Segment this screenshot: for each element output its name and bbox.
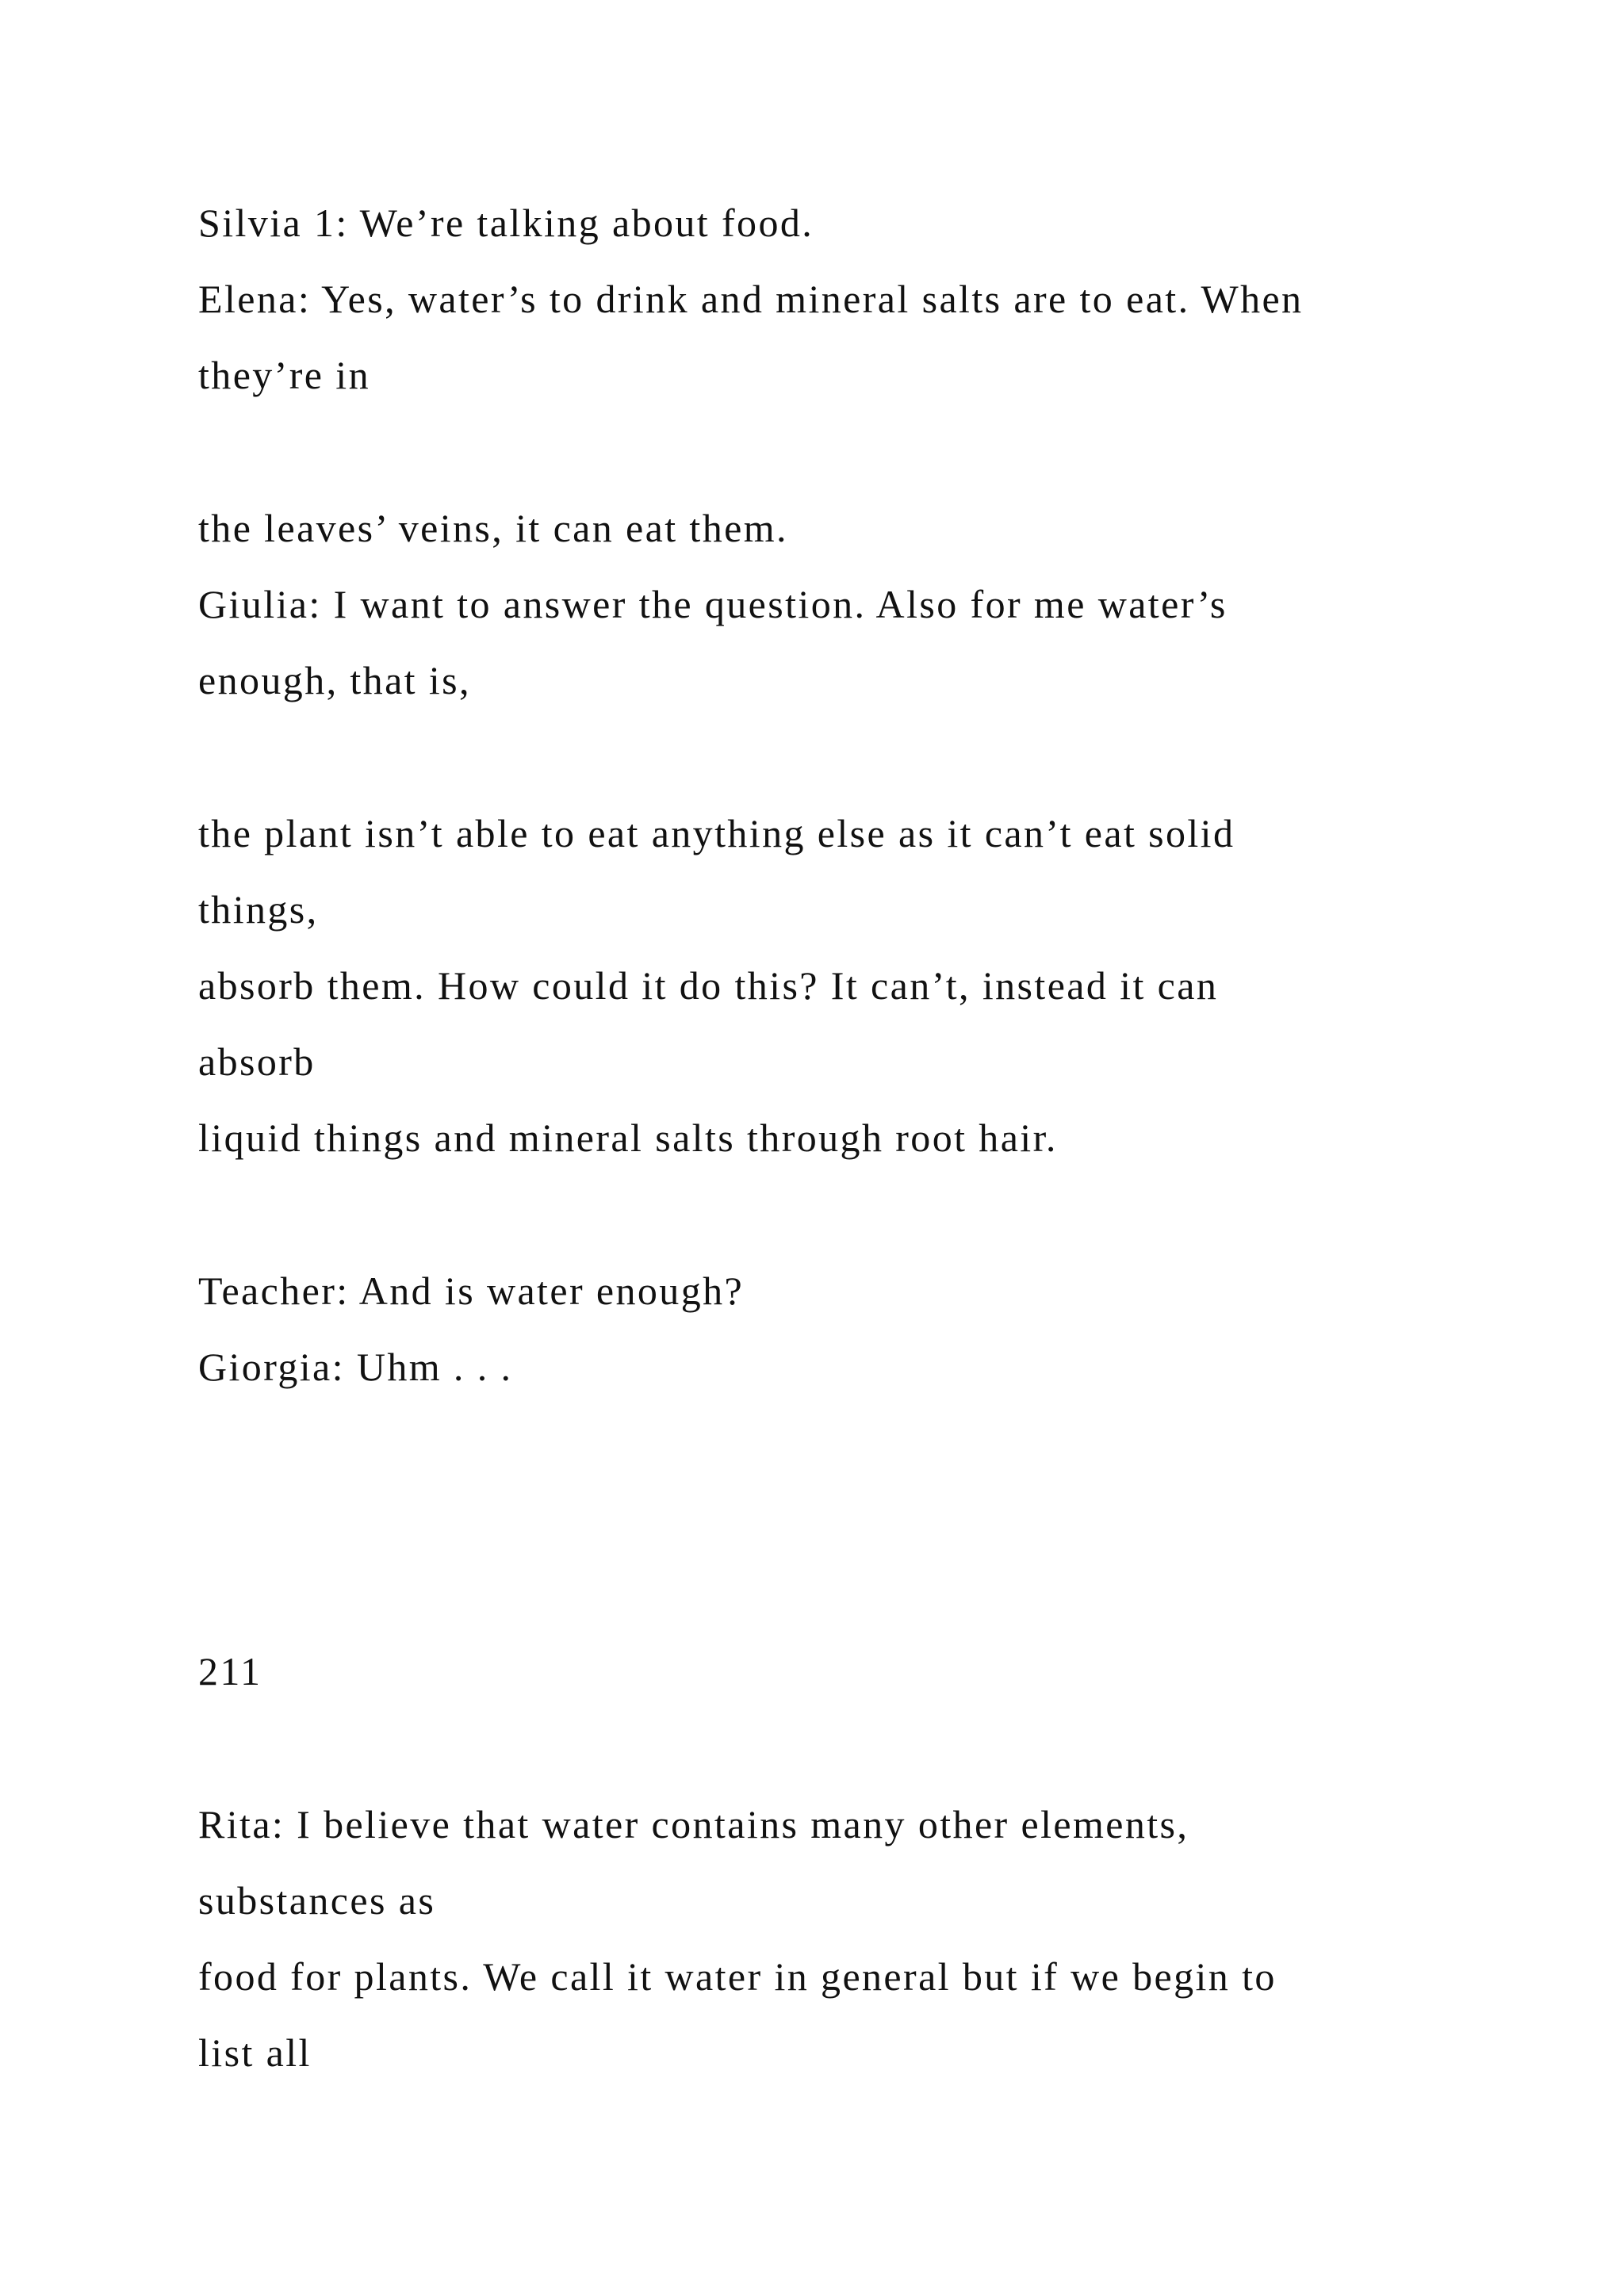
dialogue-line-giulia: Giulia: I want to answer the question. Also for me water’s: [198, 582, 1228, 626]
dialogue-line-rita-cont: substances as: [198, 1878, 436, 1923]
dialogue-line-giulia-cont: liquid things and mineral salts through root hair.: [198, 1115, 1058, 1160]
dialogue-line-silvia: Silvia 1: We’re talking about food.: [198, 201, 814, 245]
dialogue-line-giulia-cont: absorb them. How could it do this? It can’t, instead it can: [198, 963, 1219, 1008]
dialogue-line-teacher: Teacher: And is water enough?: [198, 1269, 745, 1313]
dialogue-line-rita: Rita: I believe that water contains many other elements,: [198, 1802, 1189, 1846]
dialogue-line-elena: Elena: Yes, water’s to drink and mineral salts are to eat. When: [198, 277, 1304, 321]
dialogue-line-giulia-cont: things,: [198, 887, 319, 932]
dialogue-line-giulia-cont: enough, that is,: [198, 658, 471, 702]
dialogue-line-giorgia: Giorgia: Uhm . . .: [198, 1345, 513, 1389]
dialogue-line-rita-cont: list all: [198, 2030, 312, 2075]
dialogue-line-giulia-cont: absorb: [198, 1039, 316, 1084]
dialogue-line-elena-cont: they’re in: [198, 353, 370, 397]
dialogue-line-giulia-cont: the plant isn’t able to eat anything else as it can’t eat solid: [198, 811, 1235, 855]
dialogue-line-rita-cont: food for plants. We call it water in general but if we begin to: [198, 1954, 1277, 1999]
dialogue-line-elena-cont: the leaves’ veins, it can eat them.: [198, 506, 788, 550]
page-number: 211: [198, 1649, 262, 1693]
